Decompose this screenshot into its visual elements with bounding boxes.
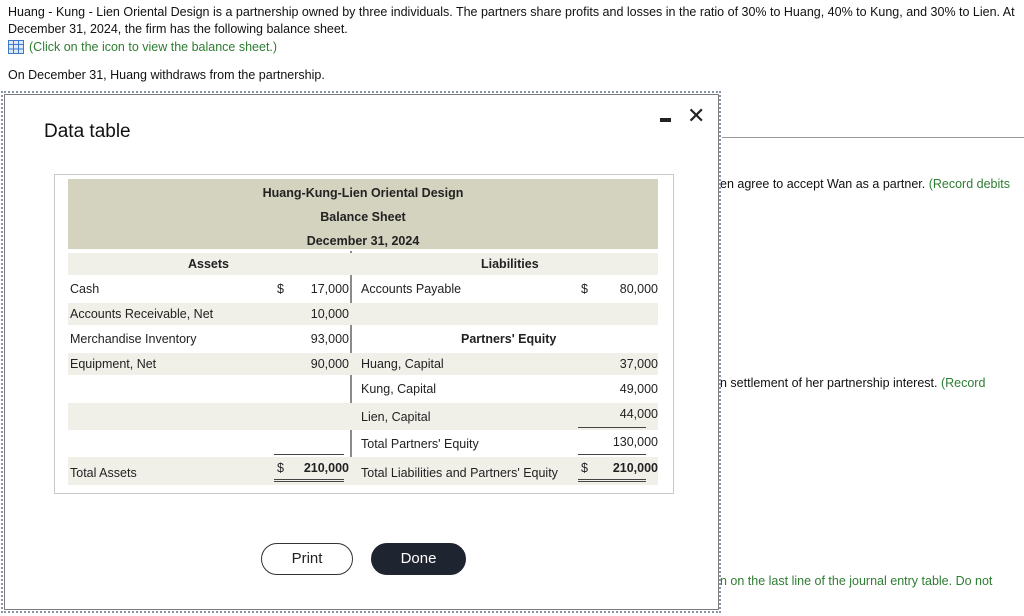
- background-instruction-2: n settlement of her partnership interest. (Record: [720, 376, 986, 390]
- currency-symbol: $: [581, 461, 588, 475]
- statement-name: Balance Sheet: [320, 210, 406, 224]
- asset-value: 17,000: [310, 282, 349, 296]
- statement-date: December 31, 2024: [306, 234, 420, 248]
- equity-label: Lien, Capital: [361, 410, 431, 424]
- assets-double-underline: [274, 479, 344, 482]
- background-instruction-3: n on the last line of the journal entry table. Do not: [720, 574, 993, 588]
- assets-total-underline: [274, 454, 344, 455]
- table-row: [68, 457, 658, 485]
- equity-value: 49,000: [619, 382, 658, 396]
- asset-label: Cash: [70, 282, 100, 296]
- currency-symbol: $: [277, 282, 284, 296]
- currency-symbol: $: [277, 461, 284, 475]
- asset-value: 93,000: [310, 332, 349, 346]
- background-instruction-1: en agree to accept Wan as a partner. (Record debits: [720, 177, 1010, 191]
- asset-label: Accounts Receivable, Net: [70, 307, 214, 321]
- total-assets-label: Total Assets: [70, 466, 137, 480]
- table-row: [68, 431, 658, 457]
- balance-sheet-link[interactable]: [8, 40, 277, 54]
- asset-label: Equipment, Net: [70, 357, 157, 371]
- table-row: [68, 253, 658, 275]
- equity-value: 37,000: [619, 357, 658, 371]
- total-liab-equity-value: 210,000: [612, 461, 658, 475]
- table-row: [68, 378, 658, 400]
- asset-value: 10,000: [310, 307, 349, 321]
- data-table-modal: [4, 94, 719, 610]
- equity-header: Partners' Equity: [461, 332, 557, 346]
- divider: [722, 137, 1024, 138]
- done-button[interactable]: Done: [371, 543, 466, 575]
- balance-sheet-link-text[interactable]: (Click on the icon to view the balance sheet.): [29, 40, 278, 54]
- problem-intro: Huang - Kung - Lien Oriental Design is a partnership owned by three individuals. The partners share profits and losses in the ratio of 30% to Huang, 40% to Kung, and 30% to Lien. At December 31, 2024, the firm has the following balance sheet.: [8, 5, 1015, 36]
- table-row: [68, 403, 658, 430]
- currency-symbol: $: [581, 282, 588, 296]
- print-button[interactable]: Print: [261, 543, 353, 575]
- equity-label: Huang, Capital: [361, 357, 444, 371]
- equity-double-underline: [578, 479, 646, 482]
- total-assets-value: 210,000: [303, 461, 349, 475]
- subtotal-underline: [578, 427, 646, 428]
- table-row: [68, 328, 658, 350]
- minimize-icon[interactable]: [660, 118, 671, 122]
- table-row: [68, 353, 658, 375]
- balance-sheet-header: [68, 179, 658, 249]
- close-icon[interactable]: ✕: [687, 103, 706, 128]
- total-liab-equity-label: Total Liabilities and Partners' Equity: [361, 466, 558, 480]
- equity-total-underline: [578, 454, 646, 455]
- equity-value: 44,000: [619, 407, 658, 421]
- equity-label: Kung, Capital: [361, 382, 437, 396]
- asset-value: 90,000: [310, 357, 349, 371]
- table-row: [68, 303, 658, 325]
- table-row: [68, 278, 658, 300]
- total-equity-value: 130,000: [612, 435, 658, 449]
- liability-value: 80,000: [619, 282, 658, 296]
- total-equity-label: Total Partners' Equity: [361, 437, 479, 451]
- modal-title: Data table: [44, 121, 131, 142]
- asset-label: Merchandise Inventory: [70, 332, 197, 346]
- assets-header: Assets: [188, 257, 229, 271]
- table-grid-icon[interactable]: [8, 40, 24, 54]
- balance-sheet-table: [54, 174, 674, 494]
- liabilities-header: Liabilities: [481, 257, 539, 271]
- question-text: On December 31, Huang withdraws from the partnership.: [8, 68, 325, 82]
- company-name: Huang-Kung-Lien Oriental Design: [262, 186, 464, 200]
- liability-label: Accounts Payable: [361, 282, 462, 296]
